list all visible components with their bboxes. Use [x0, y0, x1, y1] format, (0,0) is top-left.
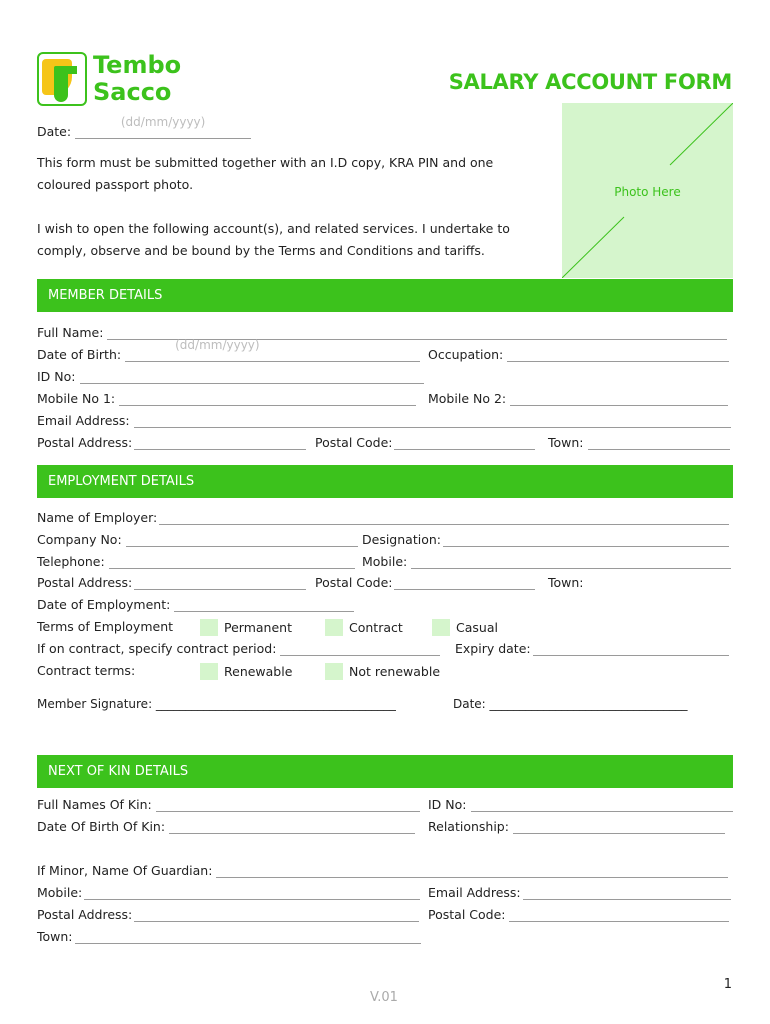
employer-field[interactable] [159, 511, 729, 525]
telephone-label: Telephone: [37, 554, 105, 569]
kin-dob-label: Date Of Birth Of Kin: [37, 819, 166, 834]
not-renewable-label: Not renewable [349, 664, 441, 679]
permanent-option [200, 619, 292, 636]
dob-row [37, 338, 420, 362]
contract-period-field[interactable] [280, 642, 440, 656]
signature-date-field[interactable]: Date: _________________________________ [453, 697, 688, 711]
kin-postal-address-field[interactable] [134, 908, 419, 922]
kin-email-field[interactable] [523, 886, 731, 900]
employer-row [37, 510, 729, 525]
expiry-row [455, 641, 729, 656]
designation-label: Designation: [362, 532, 441, 547]
logo-line-1: Tembo [93, 51, 182, 79]
kin-postal-code-row [428, 907, 729, 922]
next-of-kin-header: NEXT OF KIN DETAILS [37, 755, 733, 788]
kin-postal-code-label: Postal Code: [428, 907, 506, 922]
employment-details-header: EMPLOYMENT DETAILS [37, 465, 733, 498]
page-number: 1 [723, 977, 732, 992]
kin-dob-field[interactable] [169, 820, 415, 834]
member-postal-address-field[interactable] [134, 436, 306, 450]
company-no-label: Company No: [37, 532, 122, 547]
date-field[interactable] [75, 115, 251, 139]
kin-id-no-row [428, 797, 733, 812]
date-of-employment-label: Date of Employment: [37, 597, 171, 612]
emp-postal-code-field[interactable] [394, 576, 535, 590]
kin-id-no-field[interactable] [471, 798, 733, 812]
emp-town-label: Town: [548, 575, 584, 590]
kin-relationship-label: Relationship: [428, 819, 509, 834]
contract-terms-label: Contract terms: [37, 663, 136, 678]
kin-email-row [428, 885, 731, 900]
kin-full-names-row [37, 797, 420, 812]
occupation-label: Occupation: [428, 347, 504, 362]
member-town-label: Town: [548, 435, 584, 450]
member-details-header: MEMBER DETAILS [37, 279, 733, 312]
email-label: Email Address: [37, 413, 130, 428]
contract-period-label: If on contract, specify contract period: [37, 641, 277, 656]
kin-id-no-label: ID No: [428, 797, 467, 812]
employer-label: Name of Employer: [37, 510, 158, 525]
emp-mobile-label: Mobile: [362, 554, 408, 569]
kin-full-names-field[interactable] [156, 798, 420, 812]
emp-postal-address-field[interactable] [134, 576, 306, 590]
logo-line-2: Sacco [93, 78, 172, 106]
casual-label: Casual [456, 620, 498, 635]
renewable-label: Renewable [224, 664, 293, 679]
photo-label: Photo Here [614, 185, 681, 199]
date-of-employment-row [37, 597, 354, 612]
kin-postal-row [37, 907, 419, 922]
renewable-checkbox[interactable] [200, 663, 218, 680]
casual-checkbox[interactable] [432, 619, 450, 636]
telephone-field[interactable] [109, 555, 355, 569]
contract-period-row [37, 641, 440, 656]
member-town-row [548, 435, 730, 450]
guardian-field[interactable] [216, 864, 728, 878]
kin-town-label: Town: [37, 929, 73, 944]
casual-option [432, 619, 498, 636]
designation-row [362, 532, 729, 547]
guardian-row [37, 863, 728, 878]
signature-date-row [453, 697, 688, 711]
full-name-label: Full Name: [37, 325, 104, 340]
kin-postal-address-label: Postal Address: [37, 907, 133, 922]
kin-postal-code-field[interactable] [509, 908, 729, 922]
company-no-row [37, 532, 358, 547]
id-no-field[interactable] [80, 370, 424, 384]
contract-label: Contract [349, 620, 403, 635]
permanent-label: Permanent [224, 620, 292, 635]
mobile2-row [428, 391, 728, 406]
kin-relationship-field[interactable] [513, 820, 725, 834]
occupation-field[interactable] [507, 348, 729, 362]
designation-field[interactable] [443, 533, 729, 547]
logo-text [93, 52, 181, 106]
emp-postal-address-label: Postal Address: [37, 575, 133, 590]
kin-dob-row [37, 819, 415, 834]
emp-mobile-field[interactable] [411, 555, 731, 569]
kin-mobile-label: Mobile: [37, 885, 83, 900]
mobile1-label: Mobile No 1: [37, 391, 116, 406]
email-field[interactable] [134, 414, 731, 428]
form-title: SALARY ACCOUNT FORM [448, 70, 732, 94]
guardian-label: If Minor, Name Of Guardian: [37, 863, 213, 878]
date-row [37, 115, 251, 139]
kin-full-names-label: Full Names Of Kin: [37, 797, 152, 812]
dob-label: Date of Birth: [37, 347, 122, 362]
date-placeholder: (dd/mm/yyyy) [120, 115, 206, 129]
kin-town-row [37, 929, 421, 944]
tembo-logo-icon [37, 52, 87, 106]
id-no-row [37, 369, 424, 384]
terms-row [37, 619, 173, 634]
mobile2-field[interactable] [510, 392, 728, 406]
telephone-row [37, 554, 355, 569]
member-postal-address-label: Postal Address: [37, 435, 133, 450]
intro-paragraph-2: I wish to open the following account(s), and related services. I undertake to comply, observe and be bound by the Terms and Conditions and tariffs. [37, 221, 510, 258]
expiry-field[interactable] [533, 642, 729, 656]
member-town-field[interactable] [588, 436, 730, 450]
photo-placeholder[interactable] [562, 103, 733, 278]
member-postal-code-label: Postal Code: [315, 435, 393, 450]
terms-label: Terms of Employment [37, 619, 174, 634]
contract-terms-row [37, 663, 135, 678]
kin-town-field[interactable] [75, 930, 421, 944]
dob-field[interactable] [125, 338, 420, 362]
not-renewable-option [325, 663, 440, 680]
emp-mobile-row [362, 554, 731, 569]
version-label: V.01 [370, 990, 398, 1005]
mobile1-field[interactable] [119, 392, 416, 406]
dob-placeholder: (dd/mm/yyyy) [175, 338, 260, 352]
contract-checkbox[interactable] [325, 619, 343, 636]
kin-relationship-row [428, 819, 725, 834]
email-row [37, 413, 731, 428]
renewable-option [200, 663, 292, 680]
emp-town-row [548, 575, 584, 590]
date-of-employment-field[interactable] [174, 598, 354, 612]
kin-mobile-field[interactable] [84, 886, 420, 900]
occupation-row [428, 347, 729, 362]
intro-paragraph-1: This form must be submitted together with an I.D copy, KRA PIN and one coloured passport photo. [37, 155, 494, 192]
not-renewable-checkbox[interactable] [325, 663, 343, 680]
kin-mobile-row [37, 885, 420, 900]
kin-email-label: Email Address: [428, 885, 521, 900]
member-postal-code-field[interactable] [394, 436, 535, 450]
mobile2-label: Mobile No 2: [428, 391, 507, 406]
emp-postal-code-label: Postal Code: [315, 575, 393, 590]
emp-postal-code-row [315, 575, 535, 590]
id-no-label: ID No: [37, 369, 76, 384]
expiry-label: Expiry date: [455, 641, 531, 656]
permanent-checkbox[interactable] [200, 619, 218, 636]
member-postal-code-row [315, 435, 535, 450]
date-label: Date: [37, 124, 72, 139]
member-signature-field[interactable]: Member Signature: ________________________________________ [37, 697, 396, 711]
member-postal-row [37, 435, 306, 450]
signature-row [37, 697, 396, 711]
contract-option [325, 619, 403, 636]
company-no-field[interactable] [126, 533, 358, 547]
company-logo [37, 52, 181, 106]
emp-postal-row [37, 575, 306, 590]
mobile1-row [37, 391, 416, 406]
